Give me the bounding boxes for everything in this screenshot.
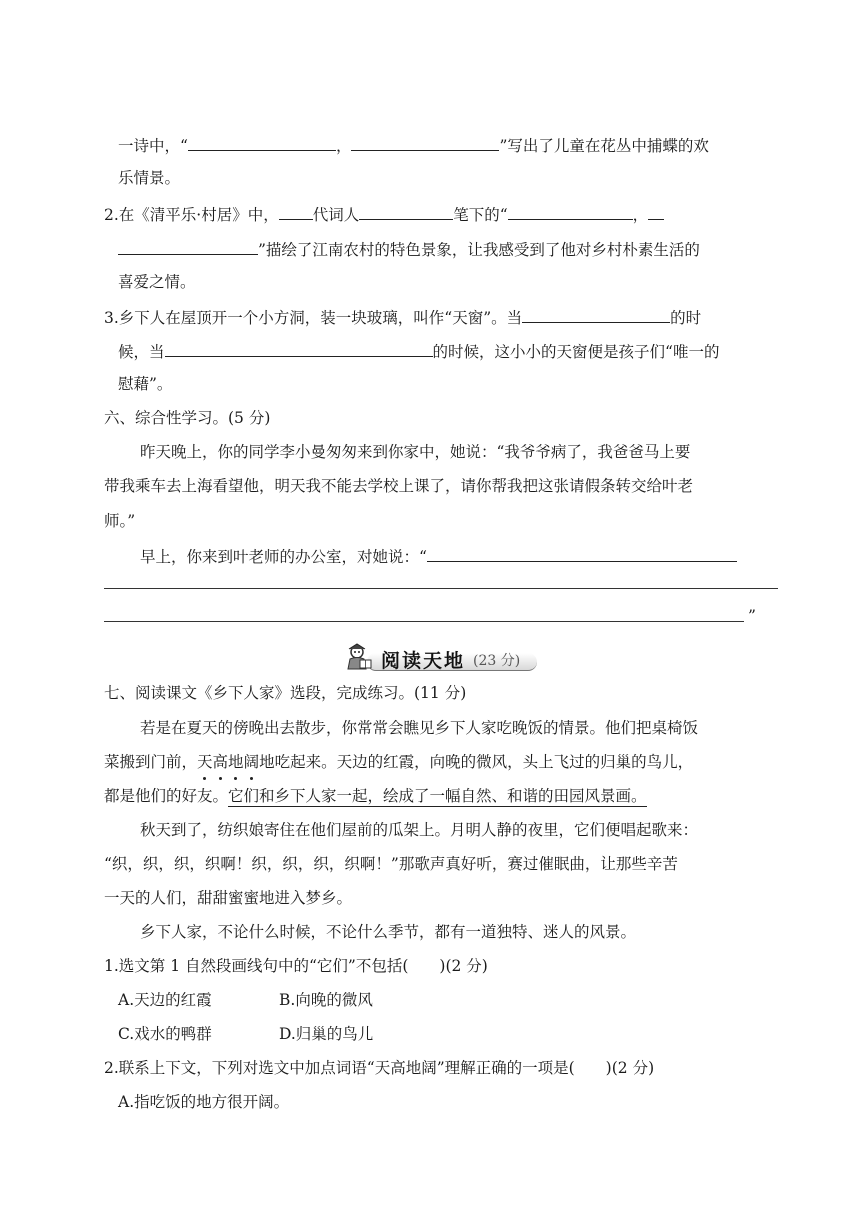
- banner-score: (23 分): [473, 653, 521, 669]
- option-a[interactable]: A.天边的红霞: [118, 991, 212, 1009]
- answer-blank[interactable]: [279, 201, 313, 220]
- dotted-char: 地: [228, 750, 244, 774]
- dotted-char: 阔: [244, 750, 260, 774]
- q5-item3-line2: 候，当 的时候，这小小的天窗便是孩子们“唯一的: [118, 338, 719, 364]
- close-quote: ”: [748, 607, 756, 625]
- q5-item2-line3: 喜爱之情。: [118, 273, 196, 291]
- q7-p1-line2: 菜搬到门前，天高地阔地吃起来。天边的红霞，向晚的微风，头上飞过的归巢的鸟儿，: [104, 750, 693, 774]
- q5-item1-line1: 一诗中，“ ， ”写出了儿童在花丛中捕蝶的欢: [118, 132, 709, 158]
- q7-p2-line3: 一天的人们，甜甜蜜蜜地进入梦乡。: [104, 889, 353, 907]
- dotted-phrase: [197, 753, 259, 771]
- q7-p1-line3: 都是他们的好友。它们和乡下人家一起，绘成了一幅自然、和谐的田园风景画。: [104, 787, 647, 805]
- q7-sub2: 2.联系上下文，下列对选文中加点词语“天高地阔”理解正确的一项是( )(2 分): [104, 1059, 655, 1077]
- q5-item3-line3: 慰藉”。: [118, 375, 173, 393]
- answer-blank[interactable]: [165, 338, 433, 357]
- answer-blank[interactable]: [351, 132, 499, 151]
- option-b[interactable]: B.向晚的微风: [279, 991, 373, 1009]
- q6-heading: 六、综合性学习。(5 分): [104, 409, 271, 427]
- option-c[interactable]: C.戏水的鸭群: [118, 1025, 212, 1043]
- q7-p2-line2: “织，织，织，织啊！织，织，织，织啊！”那歌声真好听，赛过催眠曲，让那些辛苦: [104, 855, 678, 873]
- answer-blank[interactable]: [508, 201, 633, 220]
- q7-sub1: 1.选文第 1 自然段画线句中的“它们”不包括( )(2 分): [104, 957, 488, 975]
- q6-para1-line1: 昨天晚上，你的同学李小曼匆匆来到你家中，她说：“我爷爷病了，我爸爸马上要: [140, 443, 691, 461]
- q7-p1-line1: 若是在夏天的傍晚出去散步，你常常会瞧见乡下人家吃晚饭的情景。他们把桌椅饭: [140, 719, 699, 737]
- q6-para1-line3: 师。”: [104, 512, 136, 530]
- answer-blank[interactable]: [522, 304, 670, 323]
- option-d[interactable]: D.归巢的鸟儿: [279, 1025, 374, 1043]
- q7-heading: 七、阅读课文《乡下人家》选段，完成练习。(11 分): [104, 684, 467, 702]
- answer-blank[interactable]: [648, 201, 664, 220]
- q5-item3-line1: 3.乡下人在屋顶开一个小方洞，装一块玻璃，叫作“天窗”。当 的时: [104, 304, 701, 330]
- q6-para2: 早上，你来到叶老师的办公室，对她说：“: [140, 543, 737, 569]
- q7-p3: 乡下人家，不论什么时候，不论什么季节，都有一道独特、迷人的风景。: [140, 923, 637, 941]
- answer-line[interactable]: [104, 588, 778, 589]
- reading-figure-icon: [343, 643, 375, 673]
- q7-p2-line1: 秋天到了，纺织娘寄住在他们屋前的瓜架上。月明人静的夜里，它们便唱起歌来：: [140, 821, 699, 839]
- reading-section-banner: [343, 643, 538, 673]
- q5-item2-line2: ”描绘了江南农村的特色景象，让我感受到了他对乡村朴素生活的: [118, 236, 700, 262]
- dotted-char: 天: [197, 750, 213, 774]
- answer-blank[interactable]: [359, 201, 453, 220]
- banner-title: 阅读天地: [381, 650, 466, 672]
- answer-blank[interactable]: [118, 236, 258, 255]
- answer-blank[interactable]: [188, 132, 336, 151]
- dotted-char: 高: [213, 750, 229, 774]
- q5-item1-line2: 乐情景。: [118, 169, 181, 187]
- q6-para1-line2: 带我乘车去上海看望他，明天我不能去学校上课了，请你帮我把这张请假条转交给叶老: [104, 477, 694, 495]
- sub2-option-a[interactable]: A.指吃饭的地方很开阔。: [118, 1093, 290, 1111]
- answer-blank[interactable]: [427, 543, 737, 562]
- answer-line[interactable]: [104, 621, 744, 622]
- underlined-sentence: 它们和乡下人家一起，绘成了一幅自然、和谐的田园风景画。: [228, 787, 647, 805]
- q5-item2-line1: 2.在《清平乐·村居》中， 代词人 笔下的“ ，: [104, 201, 664, 227]
